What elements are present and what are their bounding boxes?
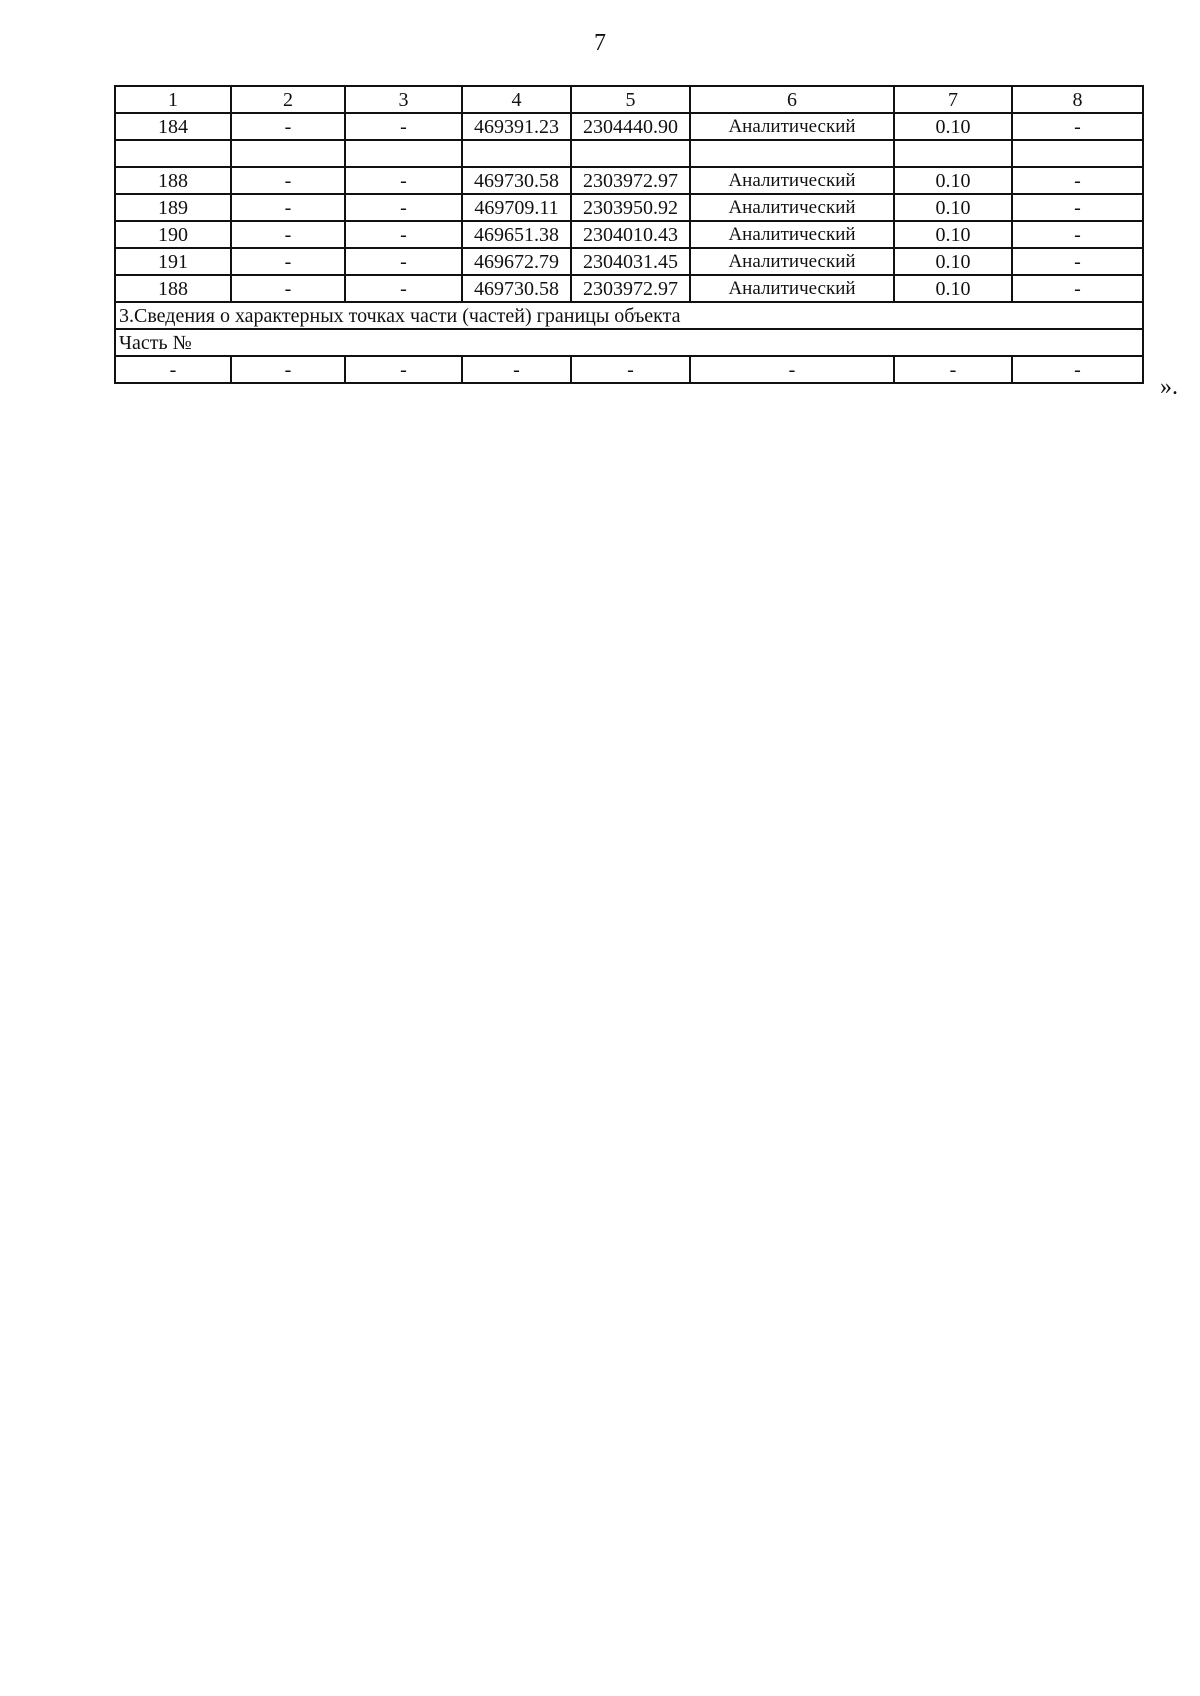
point-number-cell: 189 xyxy=(115,194,231,221)
coordinate-x-cell: 469730.58 xyxy=(462,167,571,194)
table-row xyxy=(115,167,1143,194)
coordinate-y-cell xyxy=(571,140,690,167)
accuracy-cell: 0.10 xyxy=(894,221,1012,248)
header-cell: 1 xyxy=(115,86,231,113)
table-cell: - xyxy=(571,356,690,383)
coordinate-y-cell: 2304010.43 xyxy=(571,221,690,248)
table-cell: - xyxy=(345,356,462,383)
table-cell xyxy=(1012,140,1143,167)
method-cell: Аналитический xyxy=(690,221,894,248)
table-cell: - xyxy=(231,113,345,140)
header-cell: 2 xyxy=(231,86,345,113)
coordinate-x-cell: 469391.23 xyxy=(462,113,571,140)
table-cell xyxy=(345,140,462,167)
table-cell: - xyxy=(1012,221,1143,248)
coordinate-x-cell: 469651.38 xyxy=(462,221,571,248)
coordinate-y-cell: 2303972.97 xyxy=(571,167,690,194)
table-cell: - xyxy=(1012,356,1143,383)
part-label-row xyxy=(115,329,1143,356)
table-cell xyxy=(231,140,345,167)
table-cell: - xyxy=(345,248,462,275)
coordinate-x-cell: 469730.58 xyxy=(462,275,571,302)
accuracy-cell: 0.10 xyxy=(894,194,1012,221)
table-row xyxy=(115,140,1143,167)
table-cell: - xyxy=(345,275,462,302)
accuracy-cell: 0.10 xyxy=(894,113,1012,140)
table-cell: - xyxy=(231,275,345,302)
method-cell: Аналитический xyxy=(690,194,894,221)
table-cell: - xyxy=(894,356,1012,383)
point-number-cell: 188 xyxy=(115,167,231,194)
page-number: 7 xyxy=(594,30,606,56)
table-row xyxy=(115,113,1143,140)
section-title-row xyxy=(115,302,1143,329)
table-cell: - xyxy=(231,194,345,221)
point-number-cell: 191 xyxy=(115,248,231,275)
section-title: 3.Сведения о характерных точках части (частей) границы объекта xyxy=(115,302,1143,329)
table-cell: - xyxy=(690,356,894,383)
header-cell: 3 xyxy=(345,86,462,113)
coordinate-y-cell: 2304031.45 xyxy=(571,248,690,275)
table-row xyxy=(115,248,1143,275)
table-cell: - xyxy=(231,248,345,275)
method-cell xyxy=(690,140,894,167)
coordinate-x-cell: 469709.11 xyxy=(462,194,571,221)
table-cell: - xyxy=(345,113,462,140)
boundary-points-table xyxy=(114,85,1144,384)
table-cell: - xyxy=(231,221,345,248)
table-row xyxy=(115,194,1143,221)
header-cell: 7 xyxy=(894,86,1012,113)
method-cell: Аналитический xyxy=(690,275,894,302)
coordinate-x-cell: 469672.79 xyxy=(462,248,571,275)
coordinate-y-cell: 2303972.97 xyxy=(571,275,690,302)
table-cell: - xyxy=(345,167,462,194)
part-row xyxy=(115,356,1143,383)
table-cell: - xyxy=(1012,275,1143,302)
point-number-cell: 184 xyxy=(115,113,231,140)
table-cell: - xyxy=(115,356,231,383)
header-cell: 5 xyxy=(571,86,690,113)
table-row xyxy=(115,221,1143,248)
table-cell: - xyxy=(345,194,462,221)
header-cell: 4 xyxy=(462,86,571,113)
table-header-row xyxy=(115,86,1143,113)
table-row xyxy=(115,275,1143,302)
table-cell: - xyxy=(1012,113,1143,140)
closing-quote-mark: ». xyxy=(1160,374,1178,400)
table-body xyxy=(115,86,1143,383)
header-cell: 6 xyxy=(690,86,894,113)
point-number-cell: 190 xyxy=(115,221,231,248)
accuracy-cell: 0.10 xyxy=(894,167,1012,194)
coordinate-y-cell: 2303950.92 xyxy=(571,194,690,221)
table-cell: - xyxy=(462,356,571,383)
method-cell: Аналитический xyxy=(690,113,894,140)
accuracy-cell: 0.10 xyxy=(894,248,1012,275)
method-cell: Аналитический xyxy=(690,167,894,194)
table-cell: - xyxy=(231,356,345,383)
point-number-cell xyxy=(115,140,231,167)
table-cell: - xyxy=(1012,167,1143,194)
table-cell: - xyxy=(231,167,345,194)
method-cell: Аналитический xyxy=(690,248,894,275)
coordinate-x-cell xyxy=(462,140,571,167)
table-cell: - xyxy=(1012,248,1143,275)
accuracy-cell xyxy=(894,140,1012,167)
header-cell: 8 xyxy=(1012,86,1143,113)
table-cell: - xyxy=(345,221,462,248)
point-number-cell: 188 xyxy=(115,275,231,302)
table-cell: - xyxy=(1012,194,1143,221)
accuracy-cell: 0.10 xyxy=(894,275,1012,302)
part-label: Часть № xyxy=(115,329,1143,356)
coordinate-y-cell: 2304440.90 xyxy=(571,113,690,140)
